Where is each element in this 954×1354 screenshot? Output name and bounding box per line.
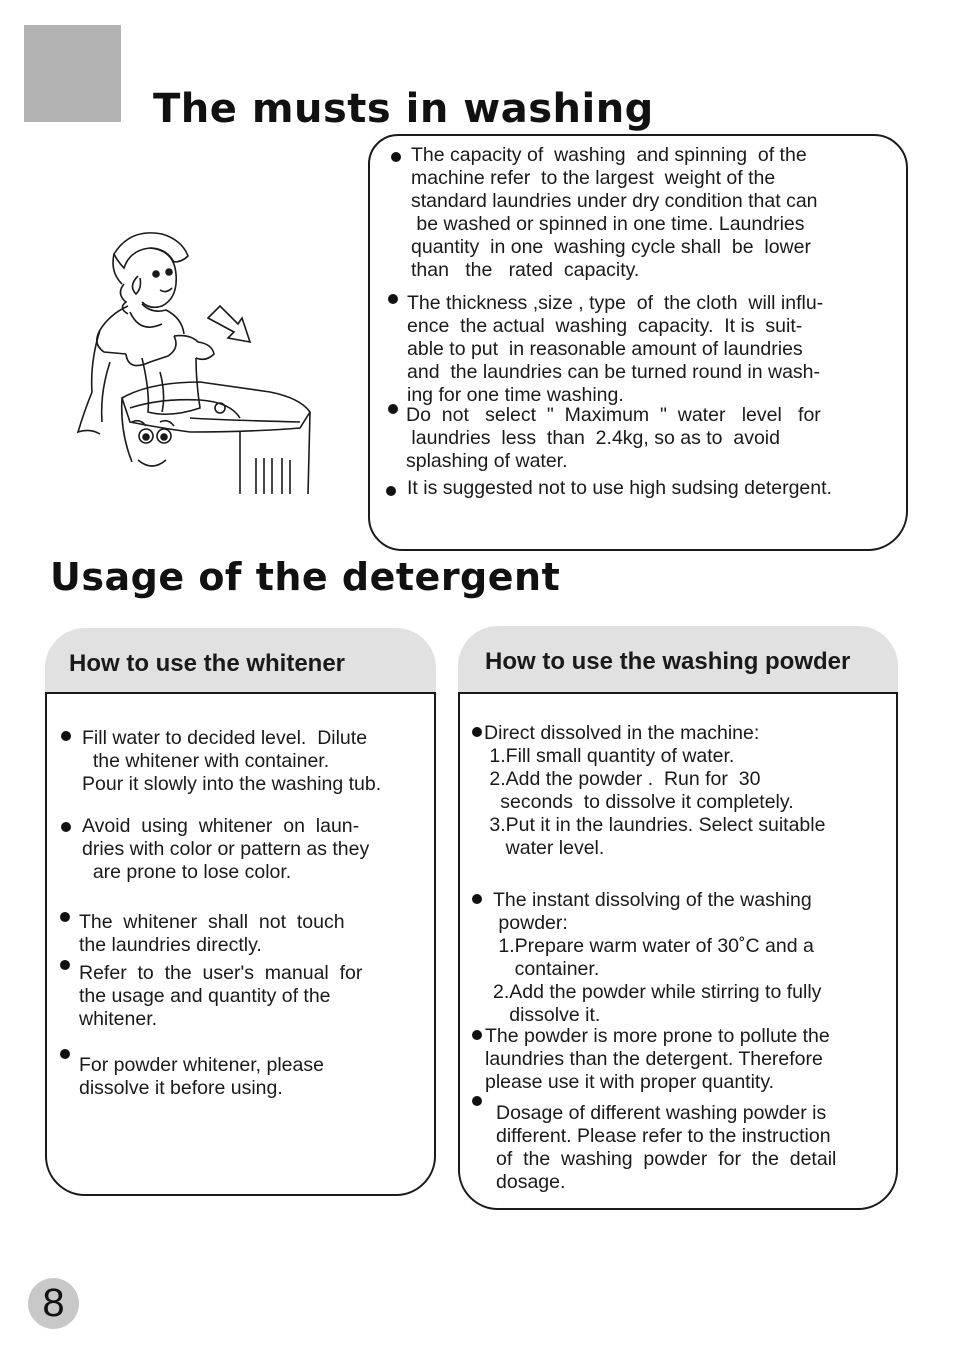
musts-item-3: Do not select " Maximum " water level for laundries less than 2.4kg, so as to avoid splashing of water.: [406, 404, 821, 472]
section-marker-square: [24, 25, 121, 122]
bullet: [472, 727, 482, 737]
powder-item-4: Dosage of different washing powder is different. Please refer to the instruction of the washing powder for the detail dosage.: [496, 1102, 837, 1193]
whitener-heading: How to use the whitener: [69, 650, 346, 677]
bullet: [391, 152, 401, 162]
bullet: [472, 894, 482, 904]
section-title-detergent: Usage of the detergent: [50, 555, 561, 599]
bullet: [60, 912, 70, 922]
whitener-item-3: The whitener shall not touch the laundries directly.: [79, 911, 345, 956]
musts-item-2: The thickness ,size , type of the cloth will influ- ence the actual washing capacity. It is suit- able to put in reasonable amount of laundries and the laundries can be turned round in wash- ing for one time washing.: [407, 292, 824, 406]
woman-loading-washer-illustration: [70, 222, 332, 502]
powder-panel-header: [458, 626, 898, 694]
bullet: [61, 731, 71, 741]
powder-heading: How to use the washing powder: [485, 648, 851, 675]
whitener-item-1: Fill water to decided level. Dilute the whitener with container. Pour it slowly into the washing tub.: [82, 727, 382, 795]
powder-item-1: Direct dissolved in the machine: 1.Fill small quantity of water. 2.Add the powder . Run for 30 seconds to dissolve it completely. 3.Put it in the laundries. Select suitable water level.: [484, 722, 826, 859]
bullet: [472, 1030, 482, 1040]
bullet: [60, 1049, 70, 1059]
whitener-item-5: For powder whitener, please dissolve it before using.: [79, 1054, 324, 1099]
bullet: [61, 822, 71, 832]
bullet: [60, 960, 70, 970]
page-number-badge: [28, 1278, 79, 1329]
whitener-item-4: Refer to the user's manual for the usage and quantity of the whitener.: [79, 962, 363, 1030]
page-number: 8: [42, 1281, 65, 1325]
whitener-panel-header: [45, 628, 436, 694]
bullet: [472, 1096, 482, 1106]
bullet: [388, 294, 398, 304]
powder-item-2: The instant dissolving of the washing powder: 1.Prepare warm water of 30˚C and a container. 2.Add the powder while stirring to fully dissolve it.: [493, 889, 822, 1026]
powder-item-3: The powder is more prone to pollute the laundries than the detergent. Therefore please use it with proper quantity.: [485, 1025, 830, 1093]
bullet: [388, 404, 398, 414]
bullet: [386, 486, 396, 496]
musts-item-4: It is suggested not to use high sudsing detergent.: [407, 477, 832, 499]
whitener-item-2: Avoid using whitener on laun- dries with color or pattern as they are prone to lose color.: [82, 815, 370, 883]
musts-item-1: The capacity of washing and spinning of the machine refer to the largest weight of the standard laundries under dry condition that can be washed or spinned in one time. Laundries quantity in one washing cycle shall be lower than the rated capacity.: [411, 144, 818, 281]
section-title-musts: The musts in washing: [153, 86, 654, 132]
